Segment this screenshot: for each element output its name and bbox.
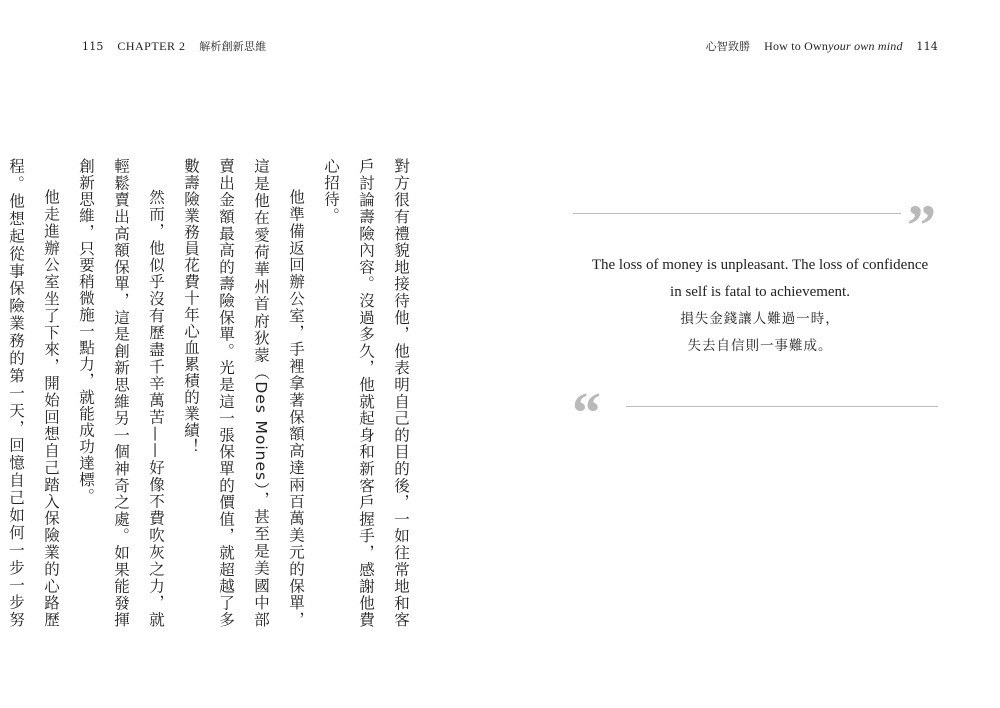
opening-quote-mark-icon: “ (572, 380, 601, 445)
section-title: 解析創新思維 (199, 40, 267, 53)
quote-bottom-rule (626, 406, 938, 407)
book-title-chinese: 心智致勝 (705, 40, 751, 53)
right-page (500, 0, 1000, 708)
left-page-number: 115 (82, 40, 104, 53)
paragraph-1: 對方很有禮貌地接待他，他表明自己的目的後，一如往常地和客戶討論壽險內容。沒過多久，他就起身和新客戶握手，感謝他費心招待。 (322, 158, 410, 628)
quote-top-rule (573, 213, 901, 214)
quote-chinese-line-1: 損失金錢讓人難過一時， (680, 311, 840, 327)
quote-english-line-2: in self is fatal to achievement. (670, 284, 850, 300)
book-title-english-italic: your own mind (828, 39, 903, 53)
pull-quote (570, 252, 950, 360)
book-title-english (764, 39, 903, 54)
paragraph-4: 他走進辦公室坐了下來，開始回想自己踏入保險業的心路歷程。他想起從事保險業務的第一天，回憶自己如何一步一步努 (7, 158, 60, 628)
paragraph-3: 然而，他似乎沒有歷盡千辛萬苦——好像不費吹灰之力，就輕鬆賣出高額保單，這是創新思維另一個神奇之處。如果能發揮創新思維，只要稍微施一點力，就能成功達標。 (77, 158, 165, 628)
right-running-header (696, 38, 938, 54)
left-running-header (82, 38, 276, 54)
book-title-english-prefix: How to Own (764, 39, 829, 53)
chapter-label: CHAPTER 2 (117, 39, 186, 53)
quote-chinese-line-2: 失去自信則一事難成。 (687, 338, 833, 354)
right-page-number: 114 (916, 40, 938, 53)
vertical-body-text (7, 158, 418, 628)
closing-quote-mark-icon: ” (907, 193, 936, 258)
quote-english-line-1: The loss of money is unpleasant. The loss of confidence (591, 257, 929, 273)
paragraph-2: 他準備返回辦公室，手裡拿著保額高達兩百萬美元的保單，這是他在愛荷華州首府狄蒙（Des Moines），甚至是美國中部賣出金額最高的壽險保單。光是這一張保單的價值，就超越了多數壽險業務員花費十年心血累積的業績！ (182, 158, 305, 628)
